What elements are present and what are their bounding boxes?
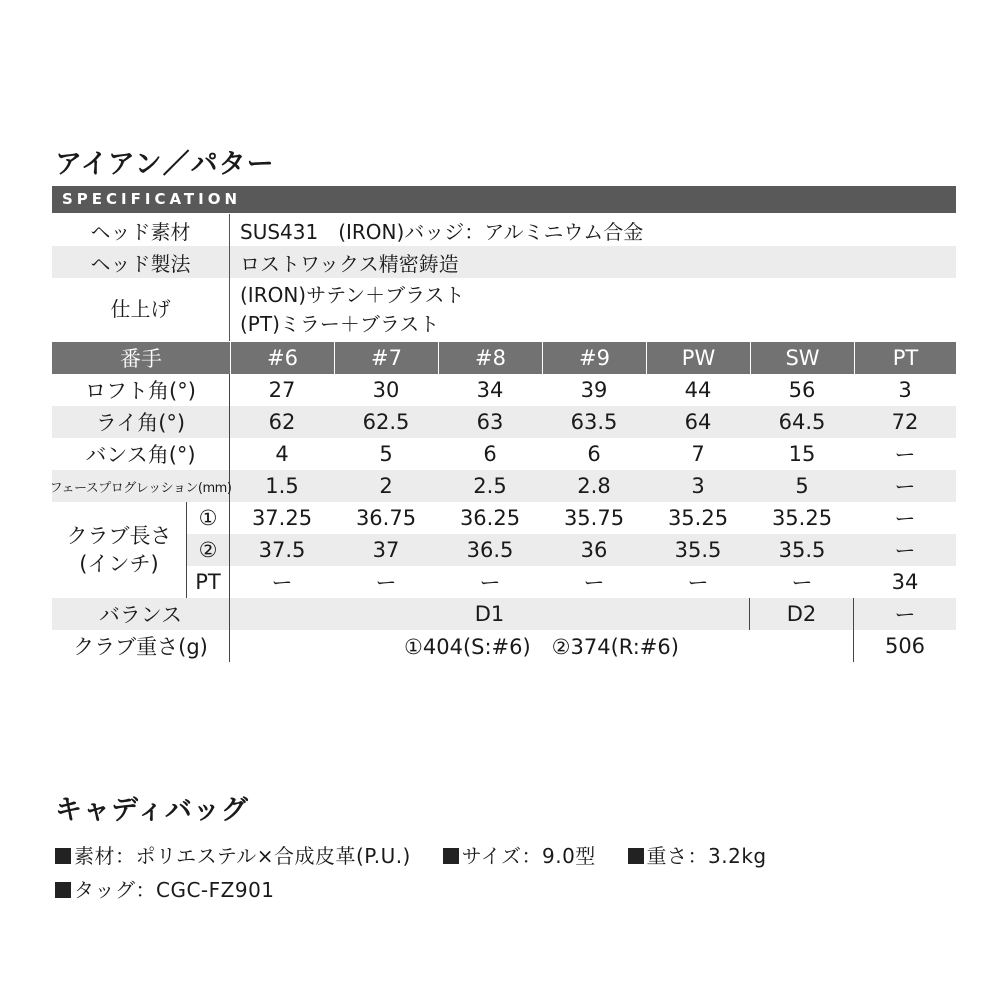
header-club: #8 bbox=[438, 342, 542, 374]
table-cell: 36.25 bbox=[459, 506, 521, 530]
balance-pt: ー bbox=[894, 603, 916, 627]
square-bullet-icon bbox=[55, 848, 71, 864]
table-cell: ー bbox=[894, 475, 916, 499]
square-bullet-icon bbox=[628, 848, 644, 864]
table-cell: 5 bbox=[795, 474, 809, 498]
table-cell: 35.25 bbox=[771, 506, 833, 530]
spec-label: ヘッド製法 bbox=[52, 246, 230, 278]
table-cell: ー bbox=[271, 571, 293, 595]
row-label: バランス bbox=[52, 598, 230, 630]
table-cell: 7 bbox=[691, 442, 705, 466]
table-row-length-1 bbox=[52, 502, 956, 534]
row-label: ロフト角(°) bbox=[52, 374, 230, 406]
table-cell: 2.5 bbox=[473, 474, 507, 498]
spec-value-line: (IRON)サテン＋ブラスト bbox=[240, 282, 465, 307]
table-cell: 64.5 bbox=[778, 410, 826, 434]
header-club-number: 番手 bbox=[120, 347, 162, 371]
table-cell: 6 bbox=[587, 442, 601, 466]
specification-header: SPECIFICATION bbox=[52, 186, 956, 213]
header-club: #7 bbox=[334, 342, 438, 374]
row-label: バンス角(°) bbox=[52, 438, 230, 470]
spec-value-line: (PT)ミラー＋ブラスト bbox=[240, 311, 440, 336]
table-cell: ー bbox=[894, 539, 916, 563]
spec-value: ロストワックス精密鋳造 bbox=[240, 251, 459, 276]
table-cell: 3 bbox=[691, 474, 705, 498]
table-cell: 36 bbox=[580, 538, 608, 562]
table-row-balance bbox=[52, 598, 956, 630]
table-cell: ー bbox=[687, 571, 709, 595]
row-label: ライ角(°) bbox=[52, 406, 230, 438]
table-cell: 39 bbox=[580, 378, 608, 402]
table-cell: 35.75 bbox=[563, 506, 625, 530]
table-cell: 56 bbox=[788, 378, 816, 402]
table-cell: 35.5 bbox=[674, 538, 722, 562]
table-row-face-progression bbox=[49, 470, 956, 502]
bag-material: 素材：ポリエステル×合成皮革(P.U.) bbox=[74, 844, 411, 868]
table-cell: 4 bbox=[275, 442, 289, 466]
balance-irons: D1 bbox=[230, 598, 750, 630]
table-cell: ー bbox=[894, 443, 916, 467]
table-cell: 72 bbox=[891, 410, 919, 434]
table-cell: 63 bbox=[476, 410, 504, 434]
spec-label: 仕上げ bbox=[52, 278, 230, 341]
length-marker: ② bbox=[186, 534, 230, 566]
table-header-row bbox=[52, 342, 956, 374]
bag-tag: タッグ：CGC-FZ901 bbox=[74, 878, 275, 902]
bag-tag-line bbox=[55, 874, 275, 903]
weight-pt: 506 bbox=[884, 634, 926, 658]
table-cell: 62.5 bbox=[362, 410, 410, 434]
table-cell: 6 bbox=[483, 442, 497, 466]
spec-row-head-method bbox=[52, 246, 956, 278]
table-cell: ー bbox=[791, 571, 813, 595]
header-club: #6 bbox=[230, 342, 334, 374]
spec-label: ヘッド素材 bbox=[52, 214, 230, 246]
length-label-line: クラブ長さ bbox=[66, 524, 172, 548]
row-label: フェースプログレッション(mm) bbox=[52, 470, 230, 502]
table-cell: 15 bbox=[788, 442, 816, 466]
spec-row-finish bbox=[52, 278, 956, 341]
square-bullet-icon bbox=[443, 848, 459, 864]
table-cell: 44 bbox=[684, 378, 712, 402]
bag-spec-line bbox=[55, 840, 767, 869]
table-row-lie bbox=[52, 406, 956, 438]
table-cell: 62 bbox=[268, 410, 296, 434]
table-cell: ー bbox=[479, 571, 501, 595]
table-cell: ー bbox=[583, 571, 605, 595]
table-cell: 63.5 bbox=[570, 410, 618, 434]
balance-sw: D2 bbox=[750, 598, 854, 630]
table-cell: 36.75 bbox=[355, 506, 417, 530]
bag-size: サイズ：9.0型 bbox=[461, 844, 596, 868]
table-cell: 2.8 bbox=[577, 474, 611, 498]
header-club: PW bbox=[646, 342, 750, 374]
bag-weight: 重さ：3.2kg bbox=[646, 844, 767, 868]
table-cell: 64 bbox=[684, 410, 712, 434]
length-label-line: (インチ) bbox=[79, 552, 159, 576]
table-cell: ー bbox=[375, 571, 397, 595]
table-cell: 35.5 bbox=[778, 538, 826, 562]
header-club: SW bbox=[750, 342, 854, 374]
table-cell: ー bbox=[894, 507, 916, 531]
table-row-length-2 bbox=[186, 534, 956, 566]
length-marker: ① bbox=[186, 502, 230, 534]
spec-value: SUS431 (IRON)バッジ：アルミニウム合金 bbox=[240, 219, 644, 244]
table-cell: 34 bbox=[891, 570, 919, 594]
table-cell: 30 bbox=[372, 378, 400, 402]
table-cell: 37 bbox=[372, 538, 400, 562]
table-cell: 5 bbox=[379, 442, 393, 466]
table-row-weight bbox=[52, 630, 956, 662]
section-title-iron-putter: アイアン／パター bbox=[55, 149, 275, 180]
header-club: PT bbox=[854, 342, 956, 374]
weight-irons: ①404(S:#6) ②374(R:#6) bbox=[230, 630, 854, 662]
header-club: #9 bbox=[542, 342, 646, 374]
table-row-length-pt bbox=[52, 566, 956, 598]
table-cell: 35.25 bbox=[667, 506, 729, 530]
square-bullet-icon bbox=[55, 882, 71, 898]
table-cell: 3 bbox=[898, 378, 912, 402]
table-cell: 1.5 bbox=[265, 474, 299, 498]
table-cell: 37.25 bbox=[251, 506, 313, 530]
table-cell: 36.5 bbox=[466, 538, 514, 562]
spec-row-head-material bbox=[52, 214, 956, 246]
section-title-caddie-bag: キャディバッグ bbox=[55, 795, 249, 826]
table-row-bounce bbox=[52, 438, 956, 470]
table-cell: 2 bbox=[379, 474, 393, 498]
table-cell: 37.5 bbox=[258, 538, 306, 562]
table-cell: 27 bbox=[268, 378, 296, 402]
table-cell: 34 bbox=[476, 378, 504, 402]
length-marker: PT bbox=[186, 566, 230, 598]
row-label: クラブ重さ(g) bbox=[52, 630, 230, 662]
table-row-loft bbox=[52, 374, 956, 406]
